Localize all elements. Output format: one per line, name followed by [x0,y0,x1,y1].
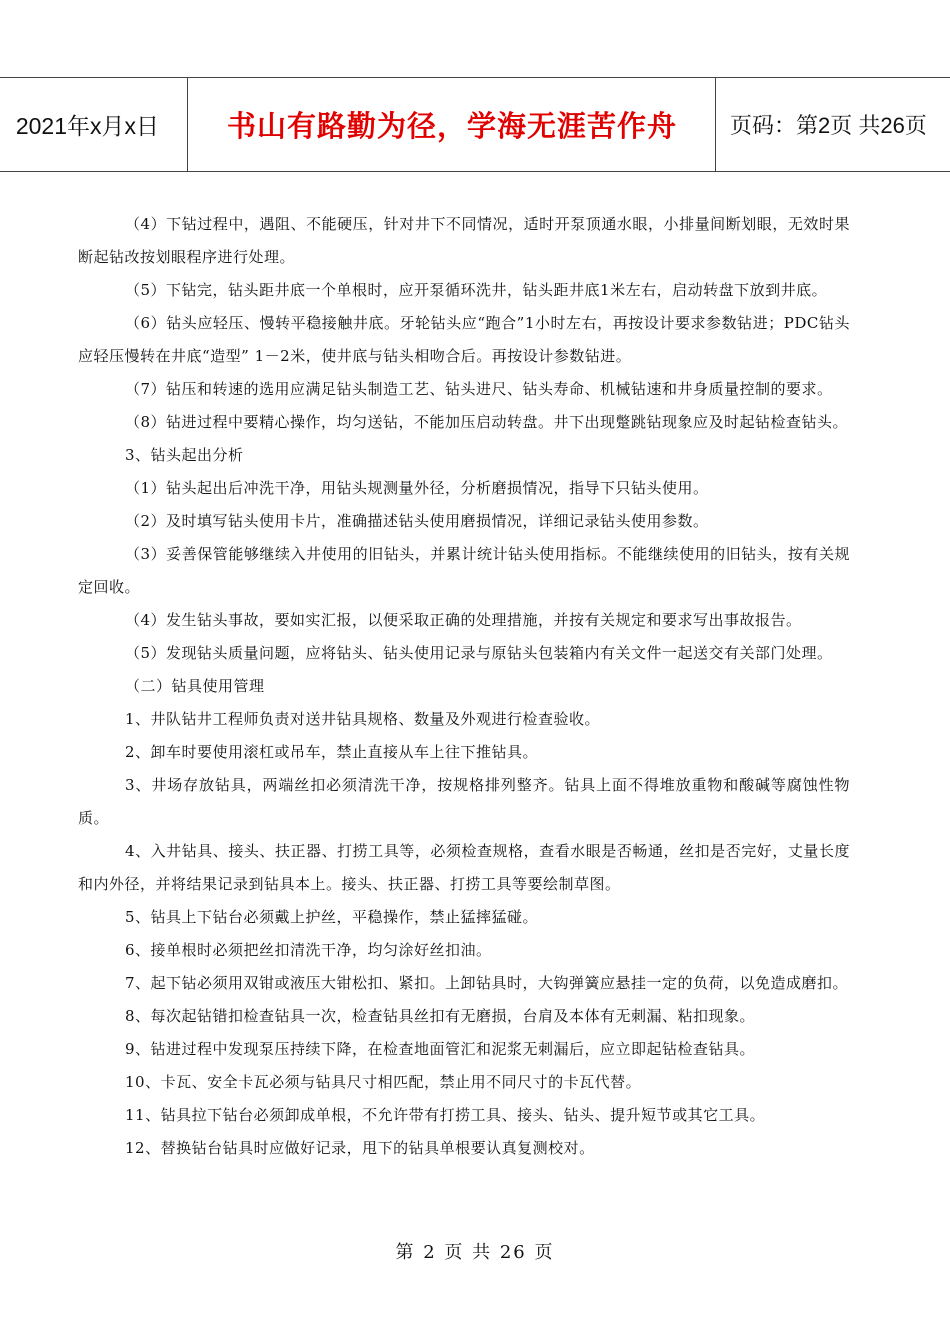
page-header [0,77,950,172]
paragraph: 7、起下钻必须用双钳或液压大钳松扣、紧扣。上卸钻具时，大钩弹簧应悬挂一定的负荷，以免造成磨扣。 [125,974,849,992]
paragraph: （2）及时填写钻头使用卡片，准确描述钻头使用磨损情况，详细记录钻头使用参数。 [125,512,709,530]
paragraph: 3、井场存放钻具，两端丝扣必须清洗干净，按规格排列整齐。钻具上面不得堆放重物和酸碱等腐蚀性物质。 [78,776,850,827]
paragraph: （6）钻头应轻压、慢转平稳接触井底。牙轮钻头应“跑合”1小时左右，再按设计要求参数钻进；PDC钻头应轻压慢转在井底“造型” 1－2米，使井底与钻头相吻合后。再按设计参数钻进。 [78,314,850,365]
header-date-text: 2021年x月x日 [15,113,159,139]
footer-page-number: 第 2 页 共 26 页 [395,1242,555,1263]
paragraph: （4）发生钻头事故，要如实汇报，以便采取正确的处理措施，并按有关规定和要求写出事故报告。 [125,611,802,629]
header-page-info-text: 页码：第2页 共26页 [730,113,927,138]
paragraph: 5、钻具上下钻台必须戴上护丝，平稳操作，禁止猛摔猛碰。 [125,908,539,926]
paragraph: 2、卸车时要使用滚杠或吊车，禁止直接从车上往下推钻具。 [125,743,539,761]
paragraph: （3）妥善保管能够继续入井使用的旧钻头，并累计统计钻头使用指标。不能继续使用的旧钻头，按有关规定回收。 [78,545,850,596]
paragraph: （1）钻头起出后冲洗干净，用钻头规测量外径，分析磨损情况，指导下只钻头使用。 [125,479,709,497]
paragraph: 10、卡瓦、安全卡瓦必须与钻具尺寸相匹配，禁止用不同尺寸的卡瓦代替。 [125,1073,642,1091]
paragraph: （5）发现钻头质量问题，应将钻头、钻头使用记录与原钻头包装箱内有关文件一起送交有关部门处理。 [125,644,833,662]
paragraph: 1、井队钻井工程师负责对送井钻具规格、数量及外观进行检查验收。 [125,710,601,728]
section-heading: （二）钻具使用管理 [125,677,265,695]
paragraph: 12、替换钻台钻具时应做好记录，甩下的钻具单根要认真复测校对。 [125,1139,595,1157]
header-motto-text: 书山有路勤为径，学海无涯苦作舟 [226,109,677,143]
header-page-info [716,78,950,171]
paragraph: 6、接单根时必须把丝扣清洗干净，均匀涂好丝扣油。 [125,941,492,959]
paragraph: （8）钻进过程中要精心操作，均匀送钻，不能加压启动转盘。井下出现蹩跳钻现象应及时起钻检查钻头。 [125,413,849,431]
header-date [0,78,188,171]
paragraph: 4、入井钻具、接头、扶正器、打捞工具等，必须检查规格，查看水眼是否畅通，丝扣是否完好，丈量长度和内外径，并将结果记录到钻具本上。接头、扶正器、打捞工具等要绘制草图。 [78,842,850,893]
paragraph: 11、钻具拉下钻台必须卸成单根，不允许带有打捞工具、接头、钻头、提升短节或其它工具。 [125,1106,766,1124]
paragraph: （4）下钻过程中，遇阻、不能硬压，针对井下不同情况，适时开泵顶通水眼，小排量间断划眼，无效时果断起钻改按划眼程序进行处理。 [78,215,850,266]
document-body [78,208,850,1165]
section-heading: 3、钻头起出分析 [125,446,244,464]
paragraph: 9、钻进过程中发现泵压持续下降，在检查地面管汇和泥浆无刺漏后，应立即起钻检查钻具。 [125,1040,756,1058]
paragraph: 8、每次起钻错扣检查钻具一次，检查钻具丝扣有无磨损，台肩及本体有无刺漏、粘扣现象。 [125,1007,756,1025]
header-motto [189,78,716,171]
paragraph: （7）钻压和转速的选用应满足钻头制造工艺、钻头进尺、钻头寿命、机械钻速和井身质量控制的要求。 [125,380,833,398]
page-footer [0,1238,950,1264]
paragraph: （5）下钻完，钻头距井底一个单根时，应开泵循环洗井，钻头距井底1米左右，启动转盘下放到井底。 [125,281,828,299]
